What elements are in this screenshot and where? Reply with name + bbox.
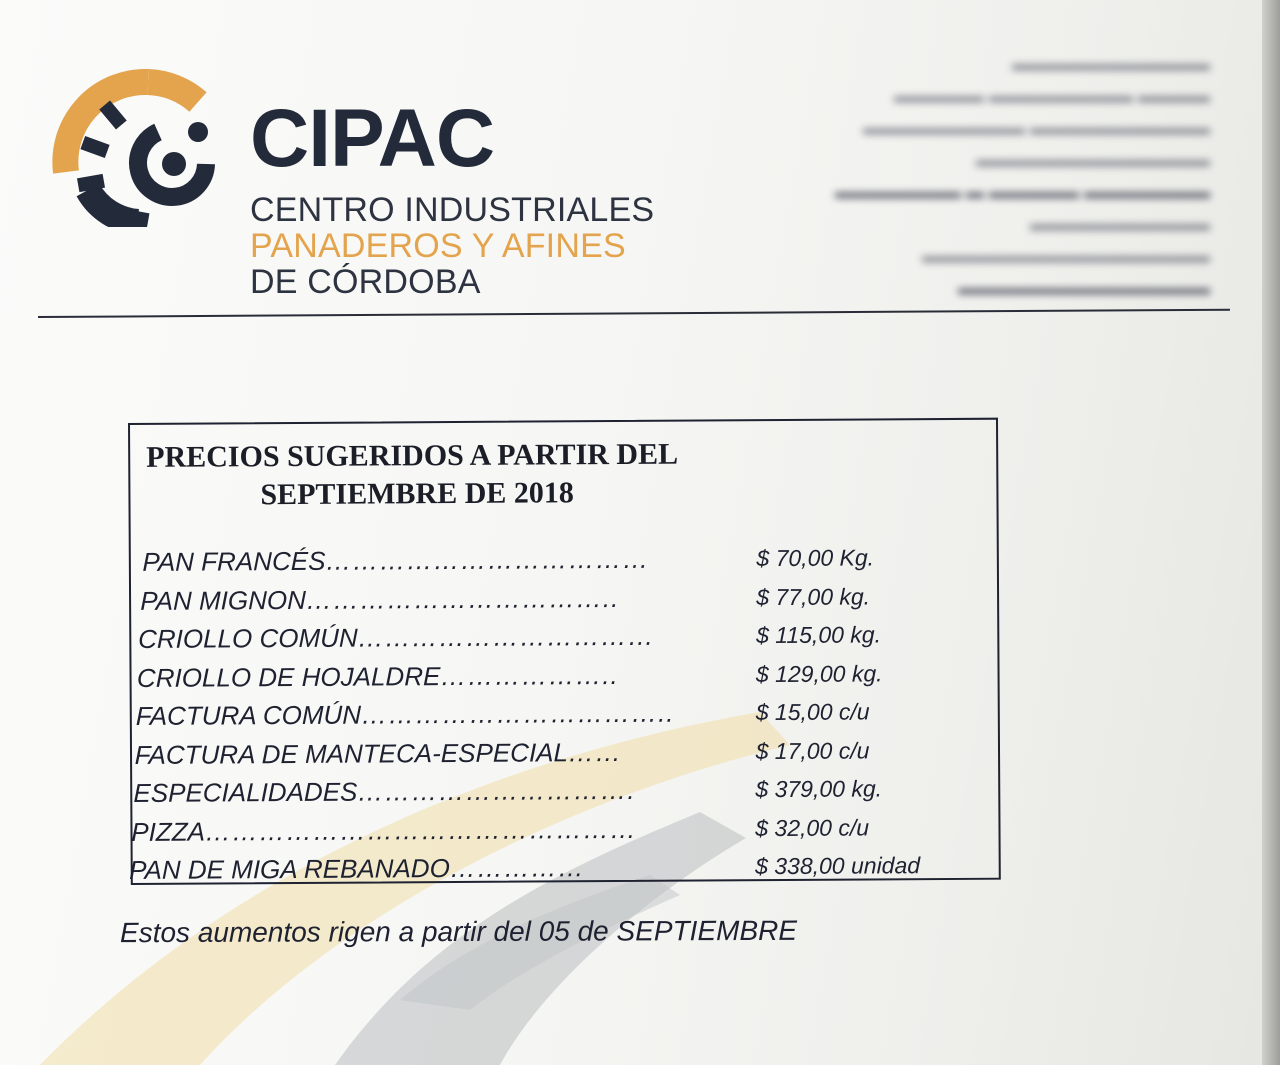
item-price: $ 15,00 c/u [755, 698, 870, 726]
leader-dots: …………………………….. [361, 697, 675, 730]
leader-dots: …………………………… [357, 620, 655, 653]
brand-line-1: CENTRO INDUSTRIALES [250, 191, 655, 229]
price-row [132, 730, 998, 774]
item-name: CRIOLLO DE HOJALDRE [136, 660, 441, 693]
item-name: PAN MIGNON [140, 584, 306, 616]
leader-dots: …… [567, 736, 623, 767]
item-name: ESPECIALIDADES [133, 776, 358, 808]
leader-dots: …………… [449, 852, 585, 884]
price-row [132, 653, 998, 697]
price-row [132, 538, 998, 582]
leader-dots: ……………………………… [325, 543, 650, 576]
leader-dots: …………………………. [357, 774, 636, 807]
price-list-box [128, 418, 1001, 885]
item-price: $ 338,00 unidad [755, 852, 921, 880]
item-name: FACTURA COMÚN [135, 699, 362, 731]
item-name: FACTURA DE MANTECA-ESPECIAL [134, 736, 569, 770]
title-line-1: PRECIOS SUGERIDOS A PARTIR DEL [146, 437, 679, 474]
item-price: $ 70,00 Kg. [756, 544, 875, 572]
leader-dots: …………………………….. [305, 582, 620, 615]
brand-line-2: PANADEROS Y AFINES [250, 227, 626, 265]
item-price: $ 115,00 kg. [756, 621, 882, 649]
blurred-contact-info: ▬▬▬▬▬▬▬▬▬▬▬ ▬▬▬▬▬ ▬▬▬▬▬▬▬▬ ▬▬▬▬ ▬▬▬▬▬▬▬▬▬ ▬▬▬▬▬▬▬▬▬▬ ▬▬▬▬▬▬▬▬▬▬▬▬▬ ▬▬▬▬▬▬▬ ▬ ▬▬▬▬▬ ▬▬▬▬▬▬▬ ▬▬▬▬▬▬▬▬▬▬ ▬▬▬▬▬▬▬▬▬▬▬▬▬▬▬▬ ▬▬▬▬▬▬▬▬▬▬▬▬▬▬ [834, 54, 1210, 298]
price-row [132, 692, 998, 736]
item-name: PAN FRANCÉS [142, 545, 326, 577]
price-row [132, 615, 998, 659]
item-name: PIZZA [131, 816, 206, 847]
item-name: CRIOLLO COMÚN [138, 622, 358, 654]
item-price: $ 129,00 kg. [755, 659, 883, 687]
brand-name: CIPAC [250, 93, 495, 184]
item-price: $ 379,00 kg. [755, 775, 883, 803]
price-row [131, 846, 997, 890]
price-list-title [130, 434, 996, 515]
title-line-2: SEPTIEMBRE DE 2018 [260, 476, 574, 512]
gear-logo-icon [48, 62, 248, 227]
item-price: $ 17,00 c/u [755, 736, 870, 764]
price-row [132, 576, 998, 620]
leader-dots: ……………….. [440, 659, 619, 691]
price-items [131, 538, 998, 890]
desk-background [1262, 0, 1280, 1065]
leader-dots: ………………………………………… [204, 813, 638, 847]
footnote: Estos aumentos rigen a partir del 05 de SEPTIEMBRE [119, 914, 798, 949]
item-price: $ 32,00 c/u [755, 813, 870, 841]
item-price: $ 77,00 kg. [756, 582, 871, 610]
item-name: PAN DE MIGA REBANADO [129, 853, 450, 886]
brand-line-3: DE CÓRDOBA [250, 263, 481, 301]
price-row [131, 769, 997, 813]
price-row [131, 807, 997, 851]
